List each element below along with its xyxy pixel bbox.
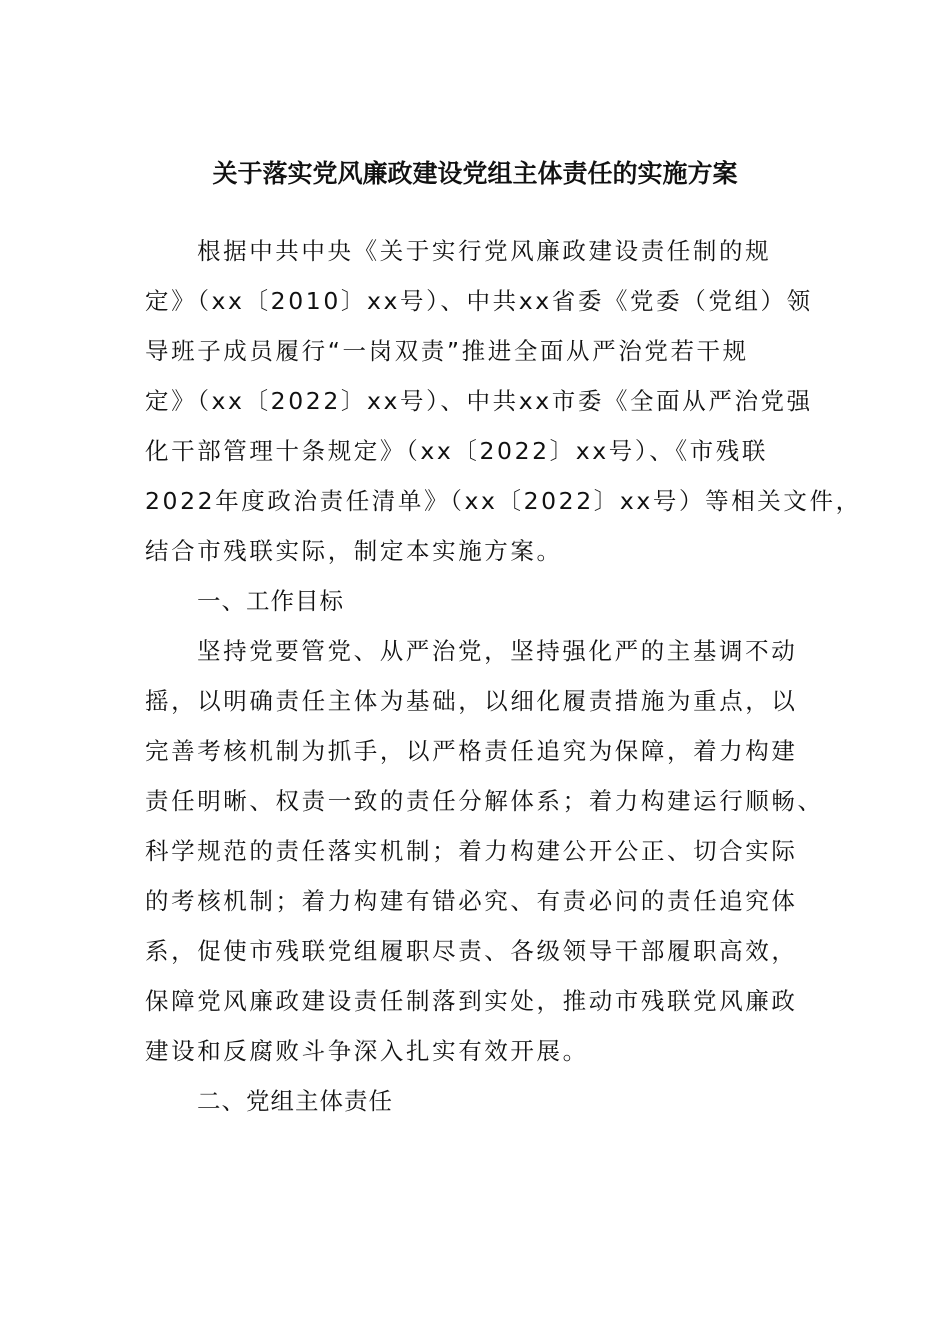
- intro-line: 定》（xx〔2022〕xx号）、中共xx市委《全面从严治党强: [145, 387, 813, 415]
- goals-line: 摇，以明确责任主体为基础，以细化履责措施为重点，以: [145, 687, 798, 715]
- section-heading-party-group: 二、党组主体责任: [197, 1087, 393, 1115]
- intro-line: 2022年度政治责任清单》（xx〔2022〕xx号）等相关文件，: [145, 487, 862, 515]
- goals-line: 系，促使市残联党组履职尽责、各级领导干部履职高效，: [145, 937, 798, 965]
- goals-line: 建设和反腐败斗争深入扎实有效开展。: [145, 1037, 589, 1065]
- intro-line: 结合市残联实际，制定本实施方案。: [145, 537, 563, 565]
- intro-line: 化干部管理十条规定》（xx〔2022〕xx号）、《市残联: [145, 437, 768, 465]
- document-title: 关于落实党风廉政建设党组主体责任的实施方案: [212, 159, 738, 188]
- intro-line: 导班子成员履行“一岗双责”推进全面从严治党若干规: [145, 337, 749, 365]
- goals-line: 责任明晰、权责一致的责任分解体系；着力构建运行顺畅、: [145, 787, 824, 815]
- goals-line: 坚持党要管党、从严治党，坚持强化严的主基调不动: [197, 637, 798, 665]
- goals-line: 保障党风廉政建设责任制落到实处，推动市残联党风廉政: [145, 987, 798, 1015]
- section-heading-goals: 一、工作目标: [197, 587, 344, 615]
- goals-line: 完善考核机制为抓手，以严格责任追究为保障，着力构建: [145, 737, 798, 765]
- goals-line: 科学规范的责任落实机制；着力构建公开公正、切合实际: [145, 837, 798, 865]
- intro-line: 定》（xx〔2010〕xx号）、中共xx省委《党委（党组）领: [145, 287, 813, 315]
- goals-line: 的考核机制；着力构建有错必究、有责必问的责任追究体: [145, 887, 798, 915]
- intro-line: 根据中共中央《关于实行党风廉政建设责任制的规: [197, 237, 772, 265]
